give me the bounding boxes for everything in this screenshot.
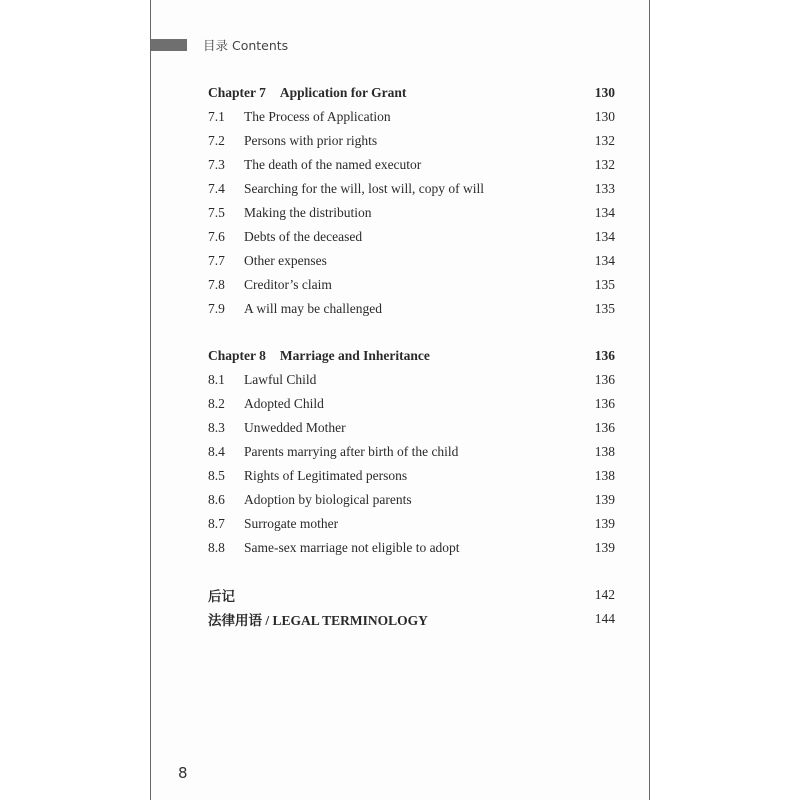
back-matter-title: 法律用语 / LEGAL TERMINOLOGY bbox=[208, 613, 428, 628]
section-title: The death of the named executor bbox=[244, 157, 422, 172]
toc-section[interactable] bbox=[208, 155, 615, 175]
toc-section[interactable] bbox=[208, 538, 615, 558]
section-page: 139 bbox=[594, 540, 615, 555]
toc-section[interactable] bbox=[208, 275, 615, 295]
toc-section[interactable] bbox=[208, 442, 615, 462]
toc-section[interactable] bbox=[208, 227, 615, 247]
chapter-title: Marriage and Inheritance bbox=[279, 348, 430, 363]
header-bar bbox=[151, 39, 187, 51]
section-page: 133 bbox=[594, 181, 615, 196]
section-title: Parents marrying after birth of the child bbox=[244, 444, 459, 459]
section-number: 7.7 bbox=[208, 253, 225, 268]
toc-section[interactable] bbox=[208, 514, 615, 534]
section-title: A will may be challenged bbox=[244, 301, 382, 316]
toc-afterword[interactable] bbox=[208, 585, 615, 605]
toc-legal-terminology[interactable] bbox=[208, 609, 615, 629]
section-title: The Process of Application bbox=[244, 109, 391, 124]
header-title: 目录 Contents bbox=[203, 38, 289, 53]
section-title: Making the distribution bbox=[244, 205, 372, 220]
section-page: 136 bbox=[594, 396, 615, 411]
section-number: 7.2 bbox=[208, 133, 225, 148]
chapter-page: 136 bbox=[594, 348, 615, 363]
section-number: 8.8 bbox=[208, 540, 225, 555]
section-number: 7.3 bbox=[208, 157, 225, 172]
section-title: Lawful Child bbox=[244, 372, 317, 387]
section-page: 134 bbox=[594, 229, 615, 244]
chapter-label: Chapter 8 bbox=[208, 348, 266, 363]
section-page: 134 bbox=[594, 205, 615, 220]
section-title: Surrogate mother bbox=[244, 516, 339, 531]
section-title: Other expenses bbox=[244, 253, 327, 268]
section-number: 8.1 bbox=[208, 372, 225, 387]
section-page: 134 bbox=[594, 253, 615, 268]
section-page: 132 bbox=[594, 133, 615, 148]
section-page: 130 bbox=[594, 109, 615, 124]
section-page: 135 bbox=[594, 277, 615, 292]
section-page: 132 bbox=[594, 157, 615, 172]
section-title: Creditor’s claim bbox=[244, 277, 332, 292]
toc-section[interactable] bbox=[208, 370, 615, 390]
section-title: Debts of the deceased bbox=[244, 229, 363, 244]
section-number: 8.7 bbox=[208, 516, 225, 531]
section-number: 7.9 bbox=[208, 301, 225, 316]
page-header bbox=[151, 36, 288, 54]
section-number: 7.5 bbox=[208, 205, 225, 220]
toc-section[interactable] bbox=[208, 203, 615, 223]
toc-section[interactable] bbox=[208, 466, 615, 486]
section-title: Searching for the will, lost will, copy of will bbox=[244, 181, 484, 196]
section-page: 136 bbox=[594, 420, 615, 435]
section-title: Unwedded Mother bbox=[244, 420, 346, 435]
section-title: Adoption by biological parents bbox=[244, 492, 412, 507]
section-number: 7.1 bbox=[208, 109, 225, 124]
section-page: 138 bbox=[594, 468, 615, 483]
section-title: Same-sex marriage not eligible to adopt bbox=[244, 540, 460, 555]
back-matter-page: 142 bbox=[594, 587, 615, 602]
toc-section[interactable] bbox=[208, 179, 615, 199]
section-page: 139 bbox=[594, 492, 615, 507]
section-title: Adopted Child bbox=[244, 396, 324, 411]
section-number: 8.6 bbox=[208, 492, 225, 507]
book-page bbox=[150, 0, 650, 800]
page-number: 8 bbox=[178, 764, 188, 782]
chapter-label: Chapter 7 bbox=[208, 85, 266, 100]
section-page: 139 bbox=[594, 516, 615, 531]
toc-section[interactable] bbox=[208, 418, 615, 438]
toc-section[interactable] bbox=[208, 299, 615, 319]
toc-chapter-7[interactable] bbox=[208, 83, 615, 103]
section-number: 8.2 bbox=[208, 396, 225, 411]
back-matter-page: 144 bbox=[594, 611, 615, 626]
section-number: 8.4 bbox=[208, 444, 225, 459]
section-page: 135 bbox=[594, 301, 615, 316]
toc-section[interactable] bbox=[208, 251, 615, 271]
chapter-page: 130 bbox=[594, 85, 615, 100]
back-matter-title: 后记 bbox=[208, 589, 235, 604]
section-title: Rights of Legitimated persons bbox=[244, 468, 408, 483]
section-number: 8.5 bbox=[208, 468, 225, 483]
section-page: 136 bbox=[594, 372, 615, 387]
section-number: 7.8 bbox=[208, 277, 225, 292]
toc-section[interactable] bbox=[208, 490, 615, 510]
toc-chapter-8[interactable] bbox=[208, 346, 615, 366]
toc-section[interactable] bbox=[208, 107, 615, 127]
section-number: 7.4 bbox=[208, 181, 225, 196]
chapter-title: Application for Grant bbox=[279, 85, 407, 100]
section-number: 7.6 bbox=[208, 229, 225, 244]
toc-section[interactable] bbox=[208, 394, 615, 414]
section-number: 8.3 bbox=[208, 420, 225, 435]
toc-section[interactable] bbox=[208, 131, 615, 151]
section-title: Persons with prior rights bbox=[244, 133, 378, 148]
section-page: 138 bbox=[594, 444, 615, 459]
